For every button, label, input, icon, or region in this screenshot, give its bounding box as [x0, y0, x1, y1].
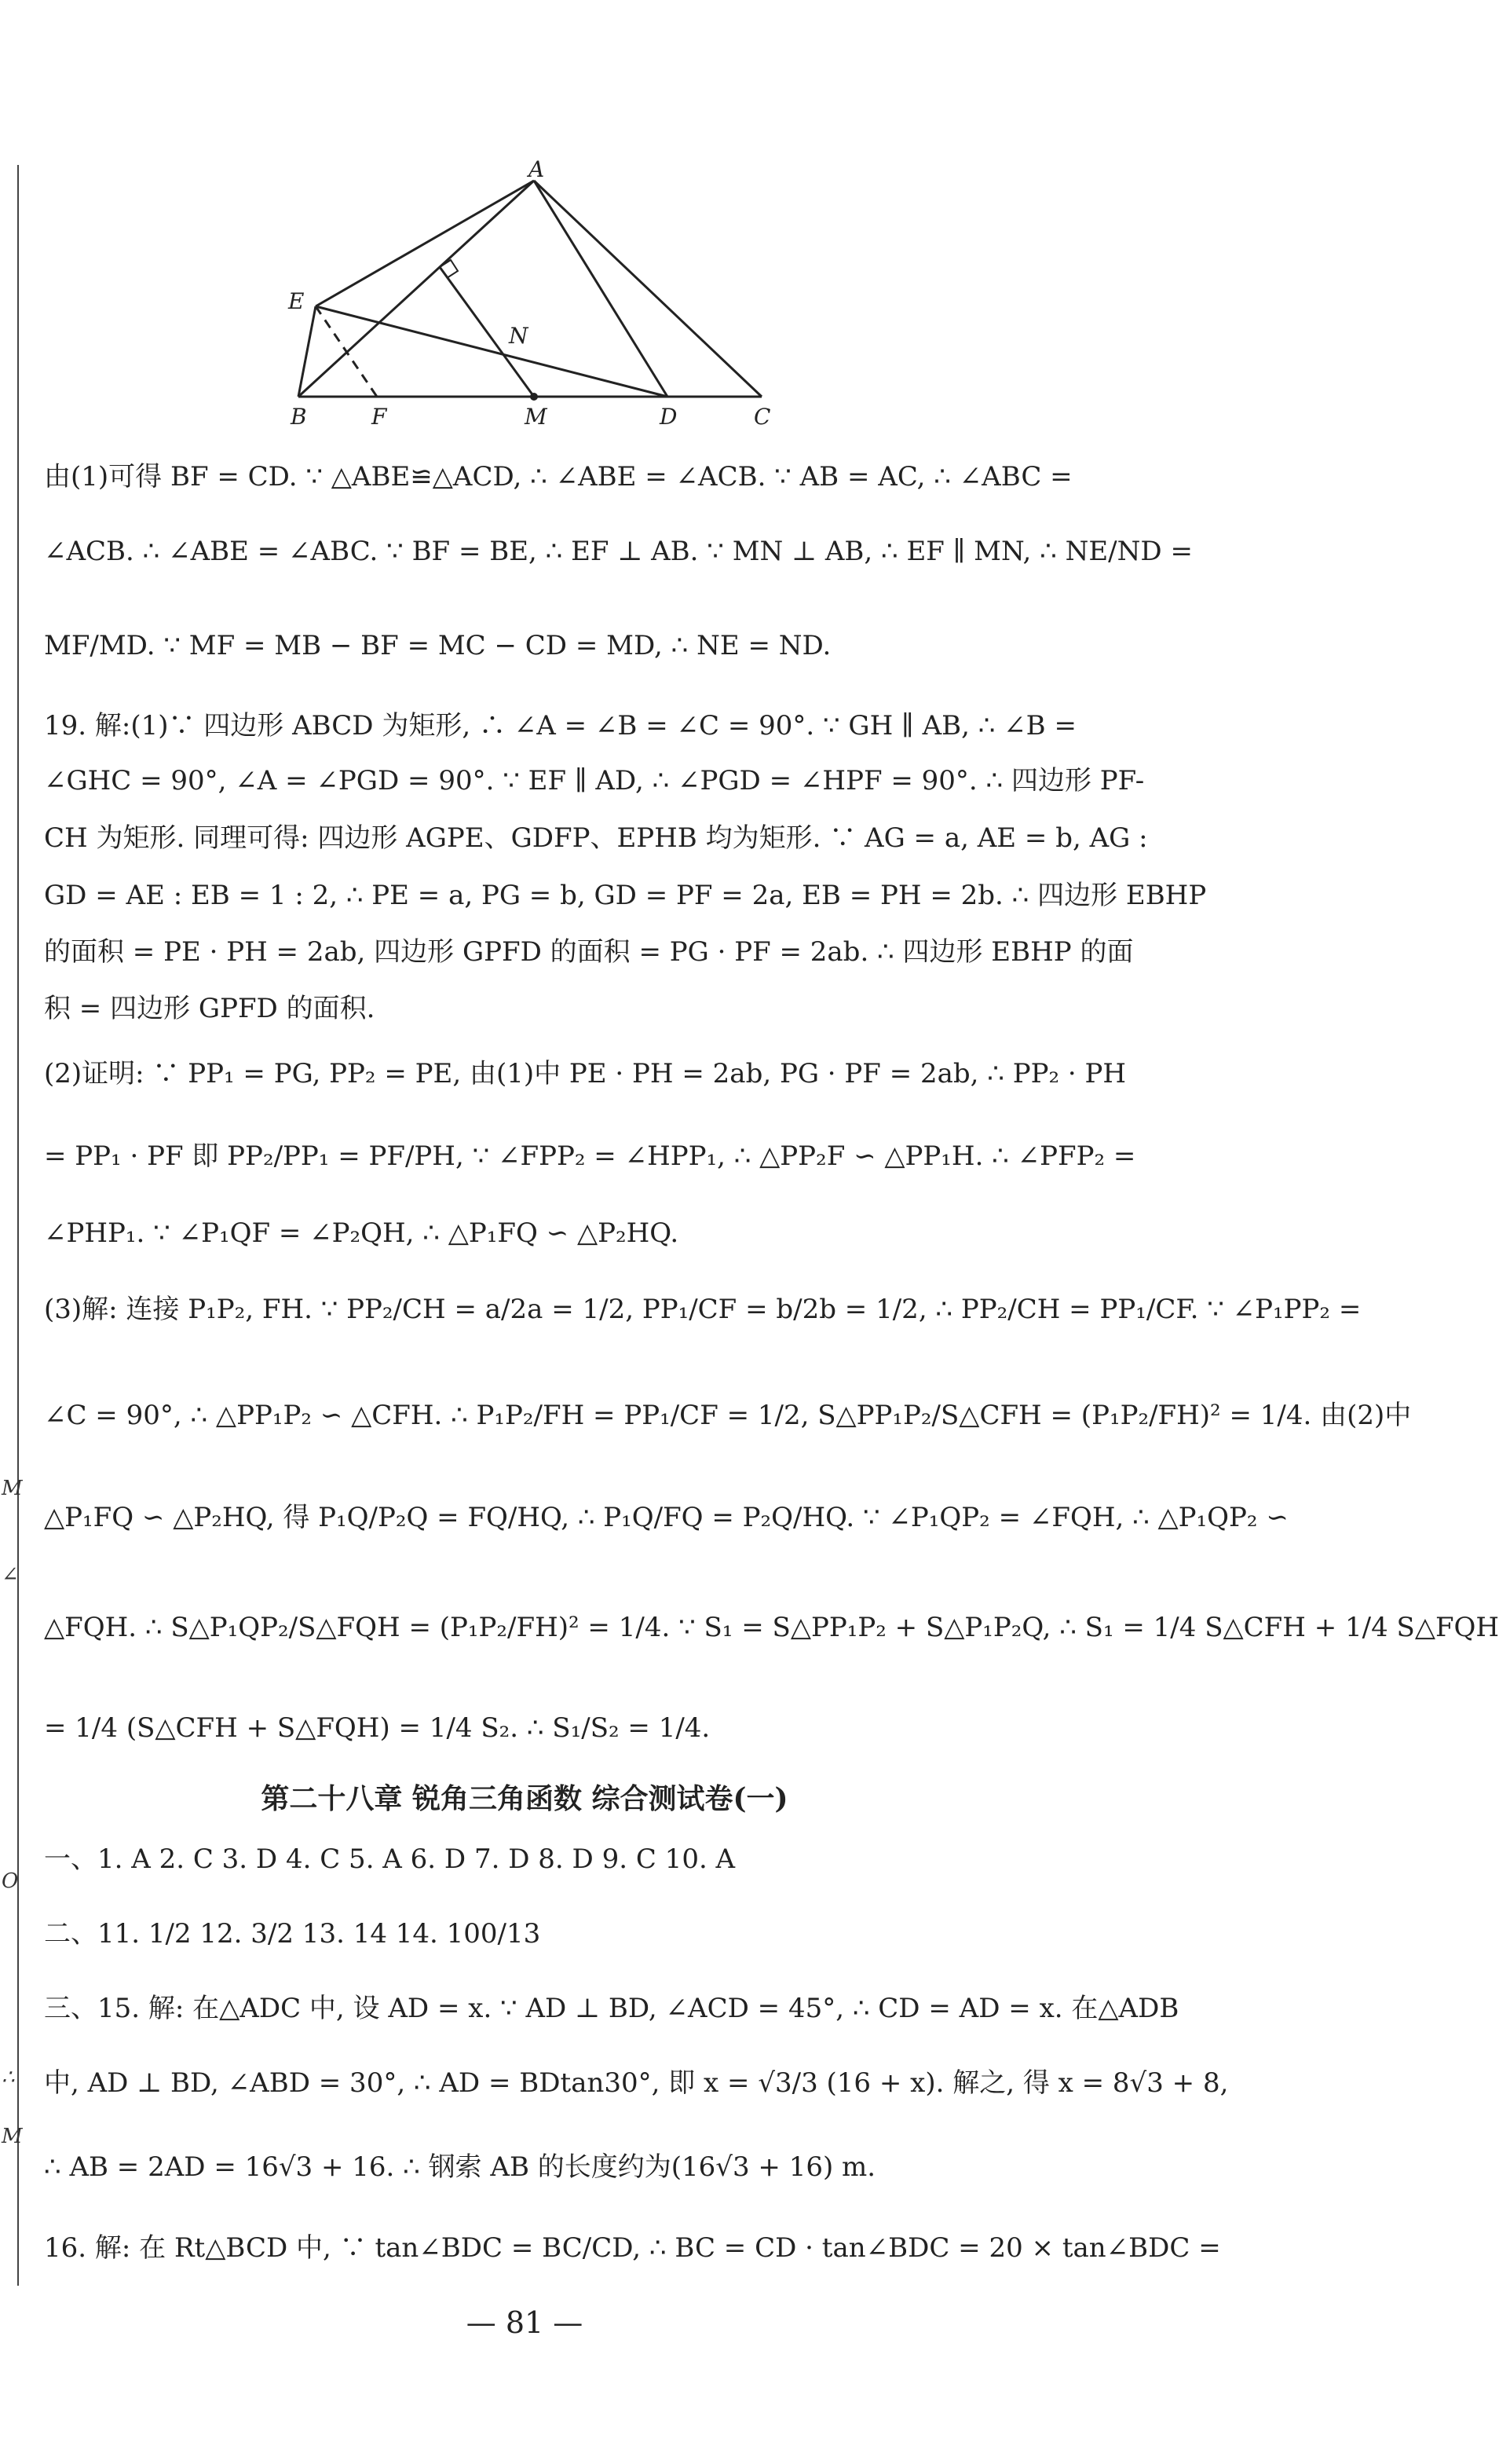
text-line: 积 = 四边形 GPFD 的面积. — [44, 993, 375, 1024]
edge-mark: M — [2, 2125, 23, 2148]
text-line: △P₁FQ ∽ △P₂HQ, 得 P₁Q/P₂Q = FQ/HQ, ∴ P₁Q/FQ = P₂Q/HQ. ∵ ∠P₁QP₂ = ∠FQH, ∴ △P₁QP₂ ∽ — [44, 1502, 1289, 1533]
answer-line: 中, AD ⊥ BD, ∠ABD = 30°, ∴ AD = BDtan30°, 即 x = √3/3 (16 + x). 解之, 得 x = 8√3 + 8, — [44, 2067, 1229, 2099]
edge-mark: M — [2, 1477, 23, 1500]
label-C: C — [754, 404, 771, 430]
segment-BA — [298, 181, 534, 397]
text-line: 19. 解:(1)∵ 四边形 ABCD 为矩形, ∴ ∠A = ∠B = ∠C = 90°. ∵ GH ∥ AB, ∴ ∠B = — [44, 710, 1077, 741]
text-line: ∠PHP₁. ∵ ∠P₁QF = ∠P₂QH, ∴ △P₁FQ ∽ △P₂HQ. — [44, 1217, 679, 1249]
label-B: B — [291, 404, 307, 430]
text-line: ∠GHC = 90°, ∠A = ∠PGD = 90°. ∵ EF ∥ AD, ∴ ∠PGD = ∠HPF = 90°. ∴ 四边形 PF- — [44, 765, 1145, 796]
point-M — [530, 393, 538, 401]
text-line: GD = AE : EB = 1 : 2, ∴ PE = a, PG = b, GD = PF = 2a, EB = PH = 2b. ∴ 四边形 EBHP — [44, 880, 1207, 911]
label-D: D — [660, 404, 678, 430]
page-number: — 81 — — [466, 2305, 583, 2340]
edge-mark: O — [2, 1869, 19, 1893]
text-line: MF/MD. ∵ MF = MB − BF = MC − CD = MD, ∴ NE = ND. — [44, 630, 832, 661]
text-line: (2)证明: ∵ PP₁ = PG, PP₂ = PE, 由(1)中 PE · PH = 2ab, PG · PF = 2ab, ∴ PP₂ · PH — [44, 1058, 1127, 1089]
text-line: CH 为矩形. 同理可得: 四边形 AGPE、GDFP、EPHB 均为矩形. ∵ AG = a, AE = b, AG : — [44, 822, 1148, 854]
geometry-figure — [267, 156, 801, 430]
label-M: M — [525, 404, 547, 430]
edge-mark: ∴ — [2, 2066, 15, 2089]
label-A: A — [528, 156, 545, 182]
label-F: F — [371, 404, 387, 430]
text-line: 的面积 = PE · PH = 2ab, 四边形 GPFD 的面积 = PG · PF = 2ab. ∴ 四边形 EBHP 的面 — [44, 936, 1134, 968]
answer-line: 16. 解: 在 Rt△BCD 中, ∵ tan∠BDC = BC/CD, ∴ BC = CD · tan∠BDC = 20 × tan∠BDC = — [44, 2232, 1221, 2264]
segment-EA — [316, 181, 534, 306]
answer-line: ∴ AB = 2AD = 16√3 + 16. ∴ 钢索 AB 的长度约为(16√3 + 16) m. — [44, 2151, 876, 2183]
text-line: ∠ACB. ∴ ∠ABE = ∠ABC. ∵ BF = BE, ∴ EF ⊥ AB. ∵ MN ⊥ AB, ∴ EF ∥ MN, ∴ NE/ND = — [44, 536, 1193, 567]
text-line: ∠C = 90°, ∴ △PP₁P₂ ∽ △CFH. ∴ P₁P₂/FH = PP₁/CF = 1/2, S△PP₁P₂/S△CFH = (P₁P₂/FH)² = 1/4. 由(2)中 — [44, 1400, 1412, 1431]
segment-ED — [316, 306, 667, 397]
text-line: △FQH. ∴ S△P₁QP₂/S△FQH = (P₁P₂/FH)² = 1/4. ∵ S₁ = S△PP₁P₂ + S△P₁P₂Q, ∴ S₁ = 1/4 S△CFH + 1/4 S△FQH — [44, 1612, 1499, 1643]
answer-line: 二、11. 1/2 12. 3/2 13. 14 14. 100/13 — [44, 1918, 541, 1950]
text-line: (3)解: 连接 P₁P₂, FH. ∵ PP₂/CH = a/2a = 1/2, PP₁/CF = b/2b = 1/2, ∴ PP₂/CH = PP₁/CF. ∵ ∠P₁PP₂ = — [44, 1294, 1362, 1325]
answer-line: 三、15. 解: 在△ADC 中, 设 AD = x. ∵ AD ⊥ BD, ∠ACD = 45°, ∴ CD = AD = x. 在△ADB — [44, 1993, 1179, 2024]
text-line: = 1/4 (S△CFH + S△FQH) = 1/4 S₂. ∴ S₁/S₂ = 1/4. — [44, 1712, 711, 1744]
text-line: = PP₁ · PF 即 PP₂/PP₁ = PF/PH, ∵ ∠FPP₂ = ∠HPP₁, ∴ △PP₂F ∽ △PP₁H. ∴ ∠PFP₂ = — [44, 1140, 1136, 1172]
chapter-heading: 第二十八章 锐角三角函数 综合测试卷(一) — [261, 1782, 788, 1815]
label-N: N — [509, 323, 528, 349]
answer-line: 一、1. A 2. C 3. D 4. C 5. A 6. D 7. D 8. D 9. C 10. A — [44, 1843, 736, 1875]
edge-mark: ∠ — [2, 1563, 19, 1587]
margin-rule — [17, 165, 19, 2286]
text-line: 由(1)可得 BF = CD. ∵ △ABE≌△ACD, ∴ ∠ABE = ∠ACB. ∵ AB = AC, ∴ ∠ABC = — [44, 461, 1073, 492]
label-E: E — [288, 288, 305, 314]
